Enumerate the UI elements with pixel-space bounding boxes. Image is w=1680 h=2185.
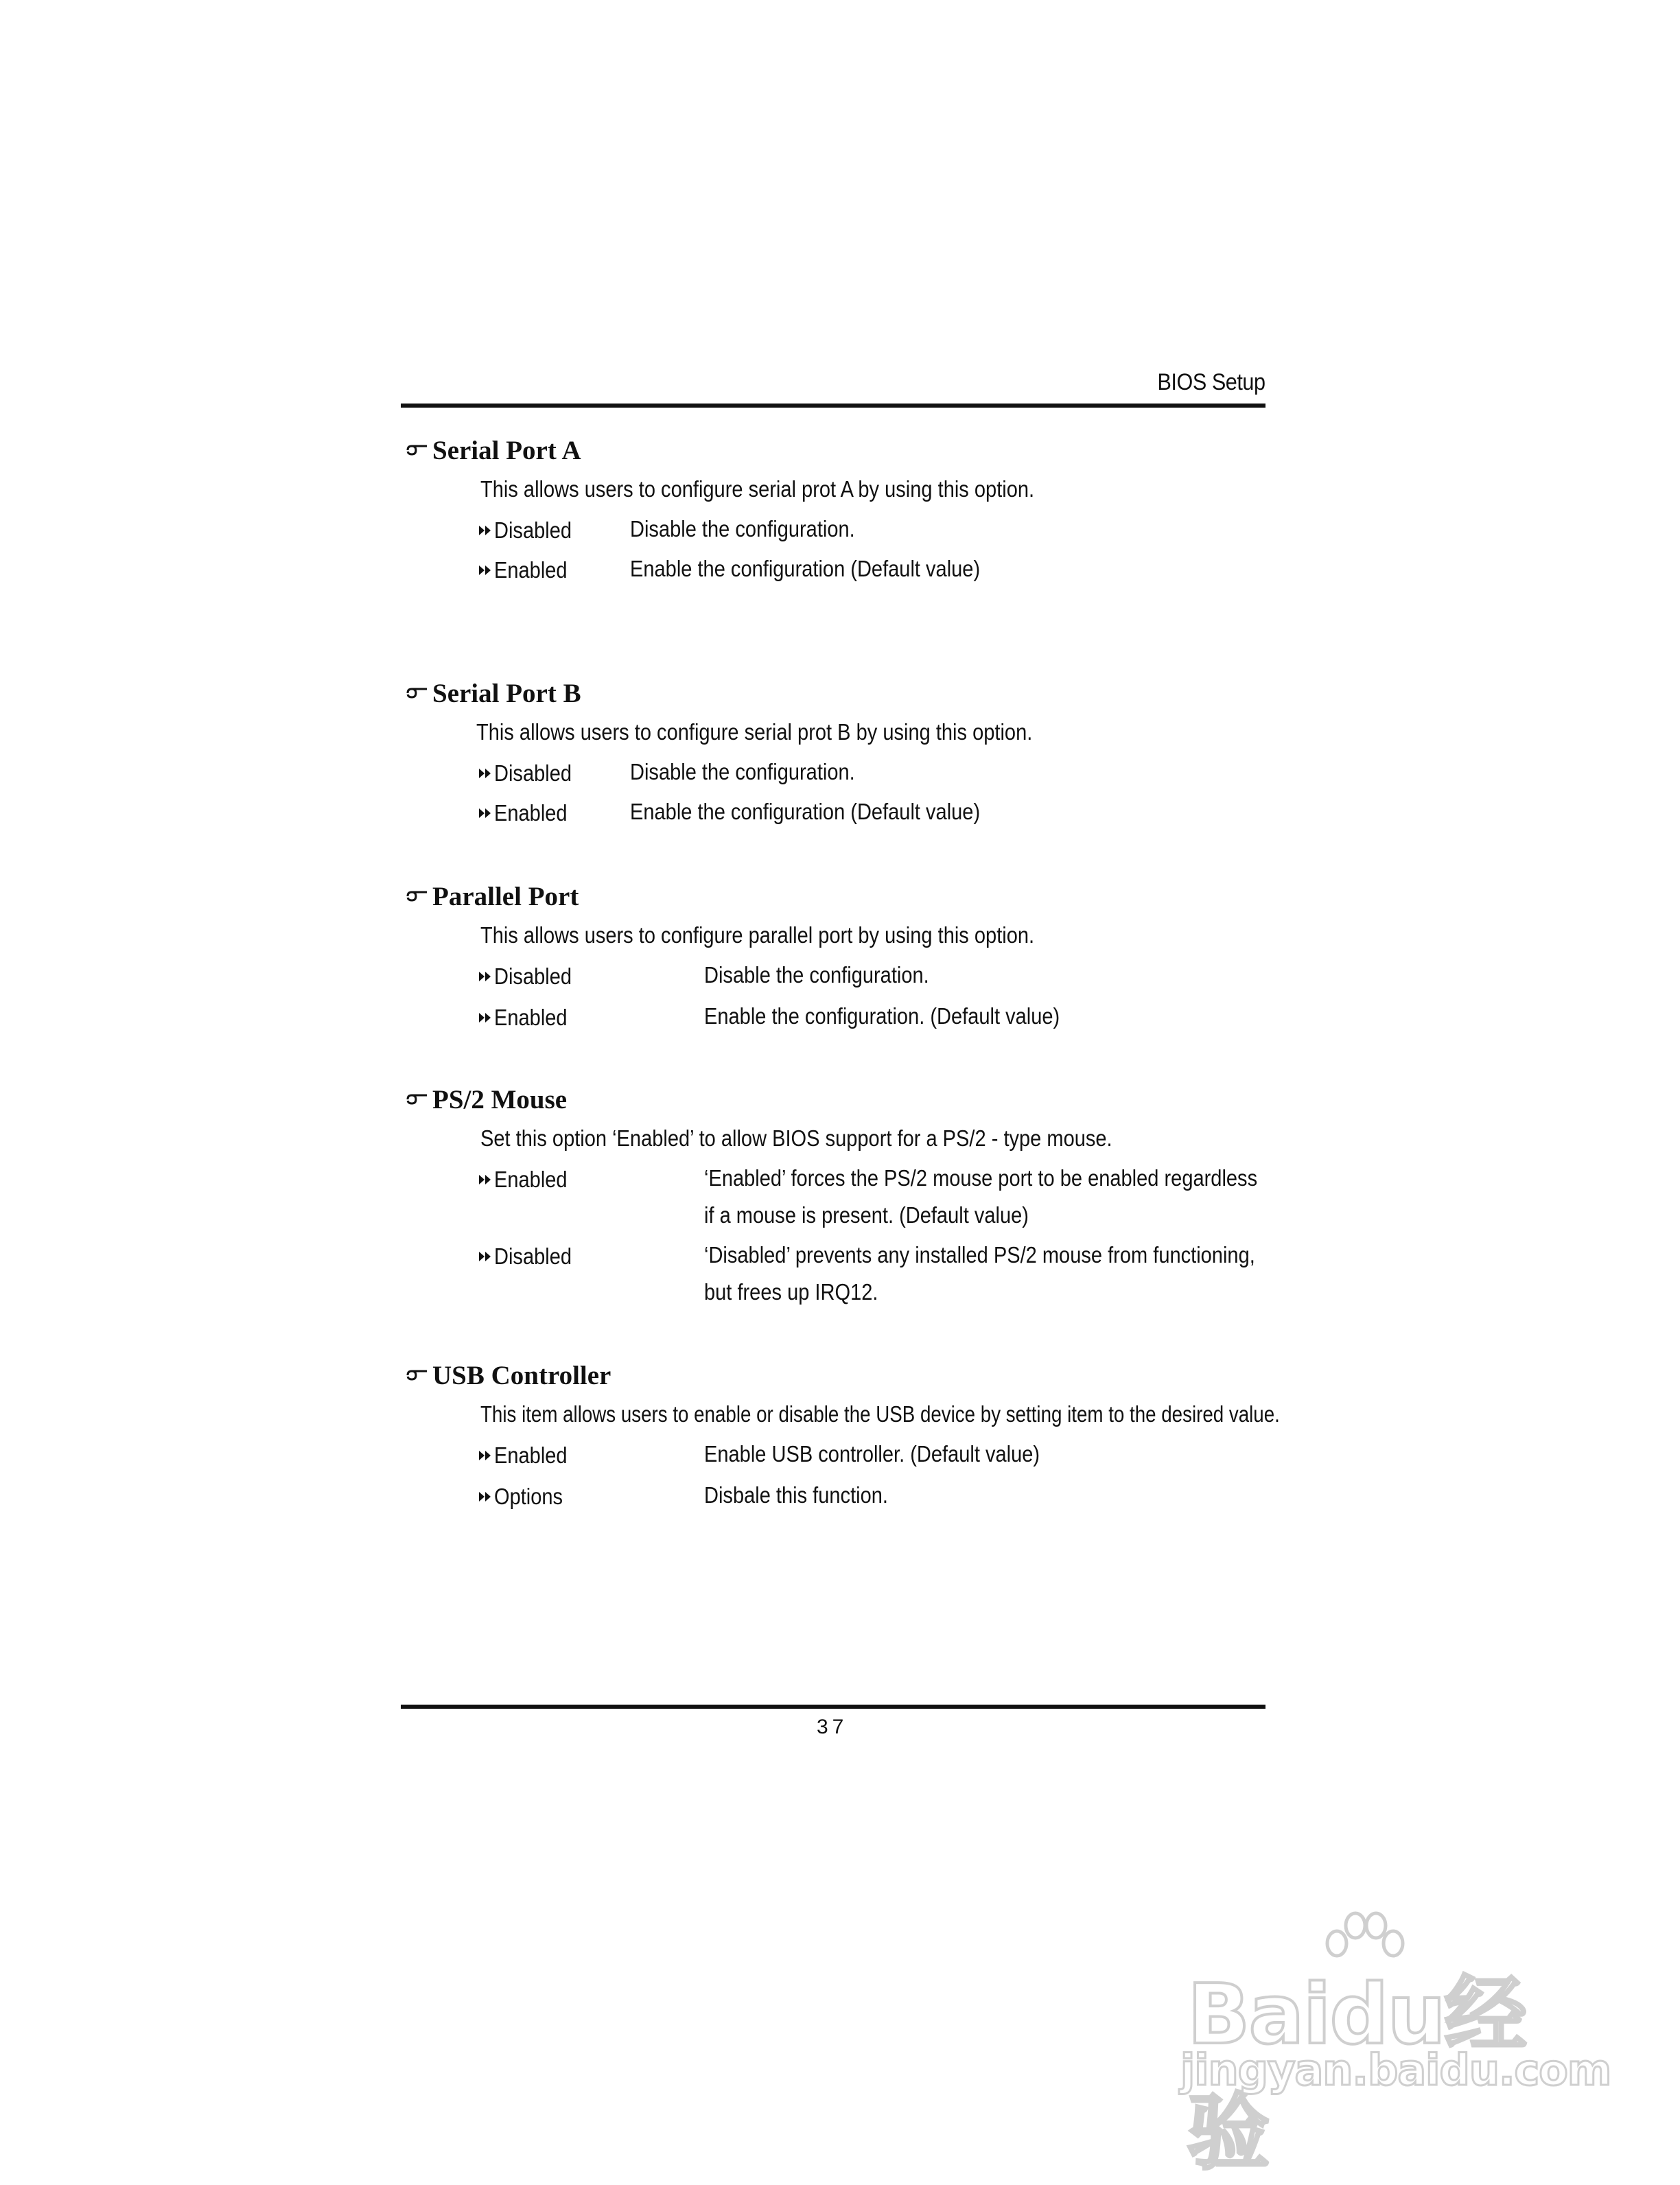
pointing-hand-icon [406,1368,430,1383]
page-number: 37 [817,1716,848,1738]
option-label: Disabled [494,963,572,989]
option-label: Disabled [494,1243,572,1269]
option-label: Enabled [494,1167,568,1192]
double-arrow-bullet-icon [478,806,493,820]
section-usb-controller [406,1359,1280,1509]
option-label: Enabled [494,800,568,826]
pointing-hand-icon [406,443,430,458]
option-description: ‘Disabled’ prevents any installed PS/2 mouse from functioning, but frees up IRQ12. [704,1242,1255,1305]
option-description: Disbale this function. [704,1482,888,1508]
section-serial-port-a [406,434,1271,583]
double-arrow-bullet-icon [478,767,493,780]
option-description: Enable the configuration (Default value) [630,556,981,581]
section-description: This allows users to configure parallel port by using this option. [480,922,1035,948]
section-title: PS/2 Mouse [432,1084,568,1114]
pointing-hand-icon [406,1092,430,1107]
double-arrow-bullet-icon [478,970,493,983]
header-rule [401,404,1265,408]
option-label: Enabled [494,1442,568,1468]
pointing-hand-icon [406,889,430,904]
option-label: Options [494,1484,563,1509]
option-label: Disabled [494,760,572,786]
option-description: Enable the configuration. (Default value) [704,1003,1060,1029]
double-arrow-bullet-icon [478,1173,493,1187]
footer-rule [401,1705,1265,1709]
section-description: Set this option ‘Enabled’ to allow BIOS support for a PS/2 - type mouse. [480,1125,1112,1151]
double-arrow-bullet-icon [478,563,493,577]
option-description: Enable the configuration (Default value) [630,799,981,824]
section-heading [406,677,1271,710]
section-heading [406,1083,1271,1116]
section-title: Parallel Port [432,881,579,911]
section-heading [406,434,1271,467]
section-heading [406,880,1271,913]
section-title: Serial Port A [432,435,581,465]
double-arrow-bullet-icon [478,524,493,537]
section-heading [406,1359,1271,1392]
section-description: This item allows users to enable or disable the USB device by setting item to the desired value. [480,1401,1280,1427]
section-parallel-port [406,880,1271,1030]
section-title: USB Controller [432,1360,611,1390]
section-description: This allows users to configure serial prot A by using this option. [480,476,1035,502]
double-arrow-bullet-icon [478,1449,493,1462]
double-arrow-bullet-icon [478,1250,493,1263]
option-label: Enabled [494,557,568,583]
section-description: This allows users to configure serial prot B by using this option. [476,719,1033,745]
double-arrow-bullet-icon [478,1490,493,1504]
option-label: Disabled [494,517,572,543]
page-header-title: BIOS Setup [1157,369,1265,395]
option-description: Disable the configuration. [704,962,929,988]
option-label: Enabled [494,1005,568,1030]
baidu-watermark [1180,1908,1611,2181]
option-description: Disable the configuration. [630,759,855,784]
section-ps2-mouse [406,1083,1271,1305]
section-serial-port-b [406,677,1271,826]
pointing-hand-icon [406,686,430,701]
watermark-url: jingyan.baidu.com [1180,2045,1611,2095]
double-arrow-bullet-icon [478,1011,493,1025]
option-description: Disable the configuration. [630,516,855,541]
section-title: Serial Port B [432,678,581,708]
option-description: ‘Enabled’ forces the PS/2 mouse port to be enabled regardless if a mouse is present. (Default value) [704,1165,1258,1228]
option-description: Enable USB controller. (Default value) [704,1441,1040,1467]
watermark-brand: Baidu经验 [1187,1967,1526,2181]
